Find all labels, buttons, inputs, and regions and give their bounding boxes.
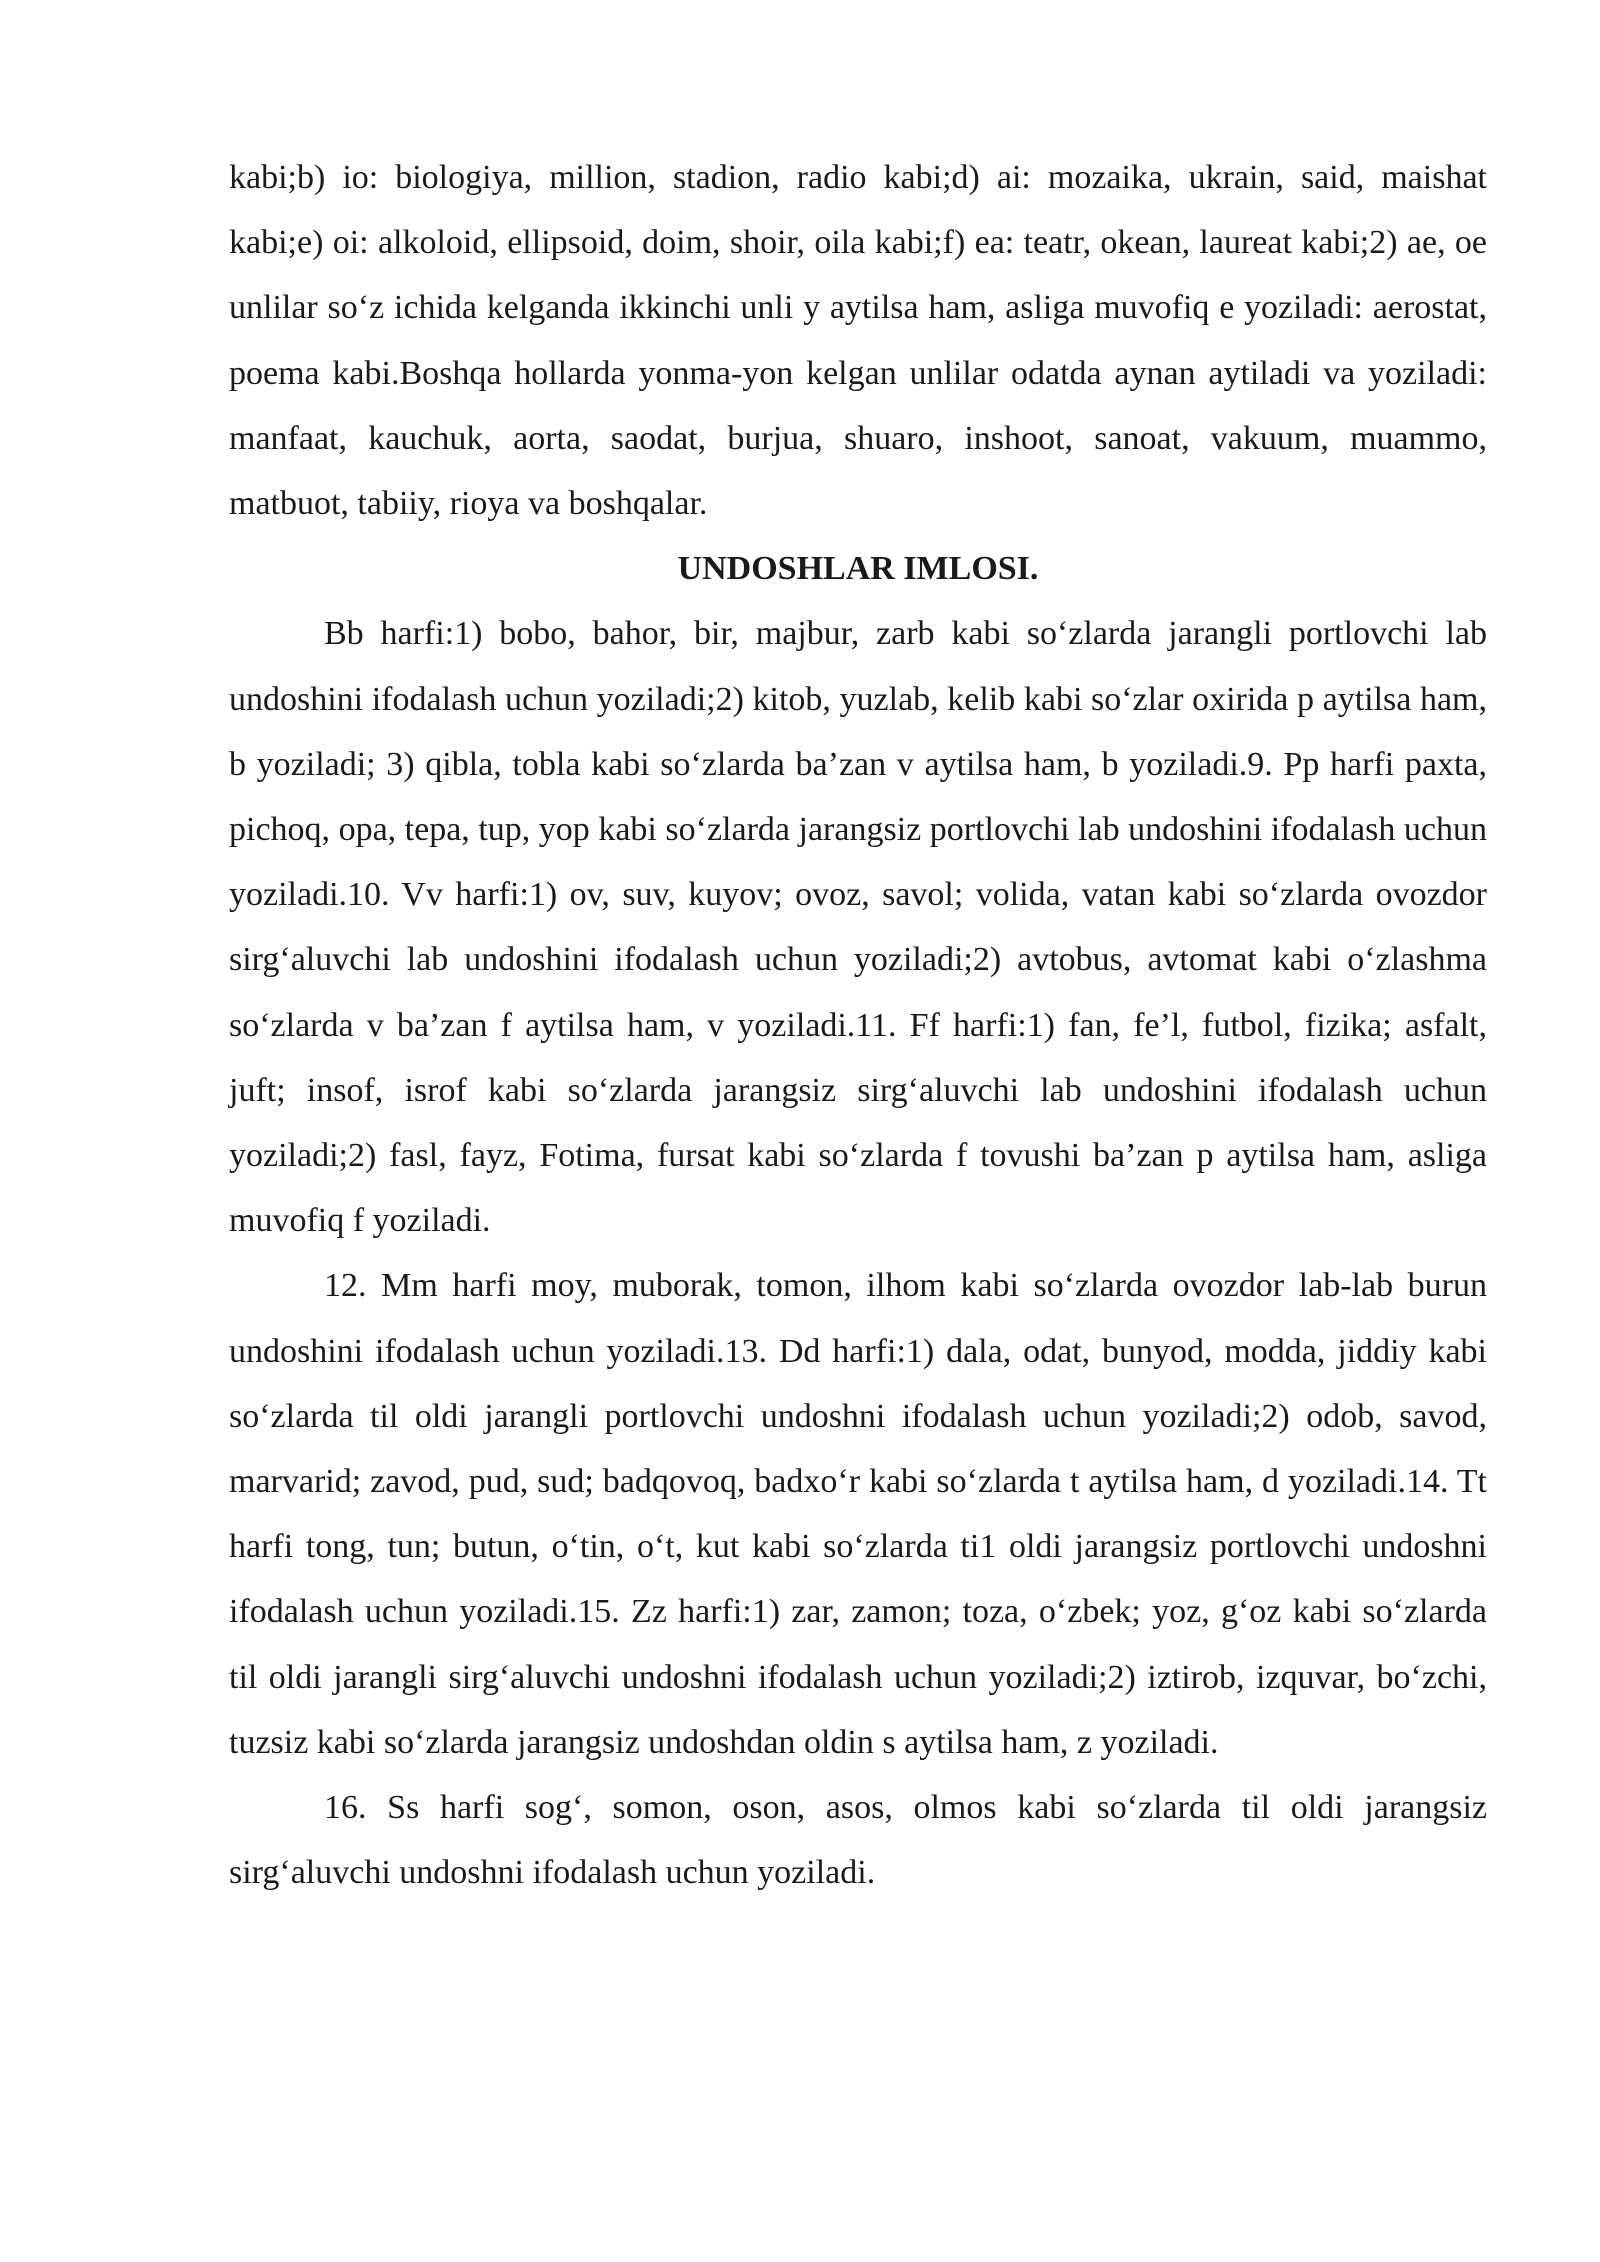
paragraph-m-d-t-z: 12. Mm harfi moy, muborak, tomon, ilhom kabi so‘zlarda ovozdor lab-lab burun undoshini ifodalash uchun yoziladi.13. Dd harfi:1) dala, odat, bunyod, modda, jiddiy kabi so‘zlarda til oldi jarangli portlovchi undoshni ifodalash uchun yoziladi;2) odob, savod, marvarid; zavod, pud, sud; badqovoq, badxo‘r kabi so‘zlarda t aytilsa ham, d yoziladi.14. Tt harfi tong, tun; butun, o‘tin, o‘t, kut kabi so‘zlarda ti1 oldi jarangsiz portlovchi undoshni ifodalash uchun yoziladi.15. Zz harfi:1) zar, zamon; toza, o‘zbek; yoz, g‘oz kabi so‘zlarda til oldi jarangli sirg‘aluvchi undoshni ifodalash uchun yoziladi;2) iztirob, izquvar, bo‘zchi, tuzsiz kabi so‘zlarda jarangsiz undoshdan oldin s aytilsa ham, z yoziladi.: [229, 1267, 1487, 1761]
paragraph-b-p-v-f: Bb harfi:1) bobo, bahor, bir, majbur, zarb kabi so‘zlarda jarangli portlovchi lab undoshini ifodalash uchun yoziladi;2) kitob, yuzlab, kelib kabi so‘zlar oxirida p aytilsa ham, b yoziladi; 3) qibla, tobla kabi so‘zlarda ba’zan v aytilsa ham, b yoziladi.9. Pp harfi paxta, pichoq, opa, tepa, tup, yop kabi so‘zlarda jarangsiz portlovchi lab undoshini ifodalash uchun yoziladi.10. Vv harfi:1) ov, suv, kuyov; ovoz, savol; volida, vatan kabi so‘zlarda ovozdor sirg‘aluvchi lab undoshini ifodalash uchun yoziladi;2) avtobus, avtomat kabi o‘zlashma so‘zlarda v ba’zan f aytilsa ham, v yoziladi.11. Ff harfi:1) fan, fe’l, futbol, fizika; asfalt, juft; insof, isrof kabi so‘zlarda jarangsiz sirg‘aluvchi lab undoshini ifodalash uchun yoziladi;2) fasl, fayz, Fotima, fursat kabi so‘zlarda f tovushi ba’zan p aytilsa ham, asliga muvofiq f yoziladi.: [229, 615, 1487, 1240]
paragraph-vowels-continuation: kabi;b) io: biologiya, million, stadion, radio kabi;d) ai: mozaika, ukrain, said, maishat kabi;e) oi: alkoloid, ellipsoid, doim, shoir, oila kabi;f) ea: teatr, okean, laureat kabi;2) ae, oe unlilar so‘z ichida kelganda ikkinchi unli y aytilsa ham, asliga muvofiq e yoziladi: aerostat, poema kabi.Boshqa hollarda yonma-yon kelgan unlilar odatda aynan aytiladi va yoziladi: manfaat, kauchuk, aorta, saodat, burjua, shuaro, inshoot, sanoat, vakuum, muammo, matbuot, tabiiy, rioya va boshqalar.: [229, 159, 1487, 523]
paragraph-s: 16. Ss harfi sog‘, somon, oson, asos, olmos kabi so‘zlarda til oldi jarangsiz sirg‘aluvchi undoshni ifodalash uchun yoziladi.: [229, 1789, 1487, 1892]
section-heading: UNDOSHLAR IMLOSI.: [677, 550, 1039, 588]
document-body: [229, 145, 1487, 1905]
